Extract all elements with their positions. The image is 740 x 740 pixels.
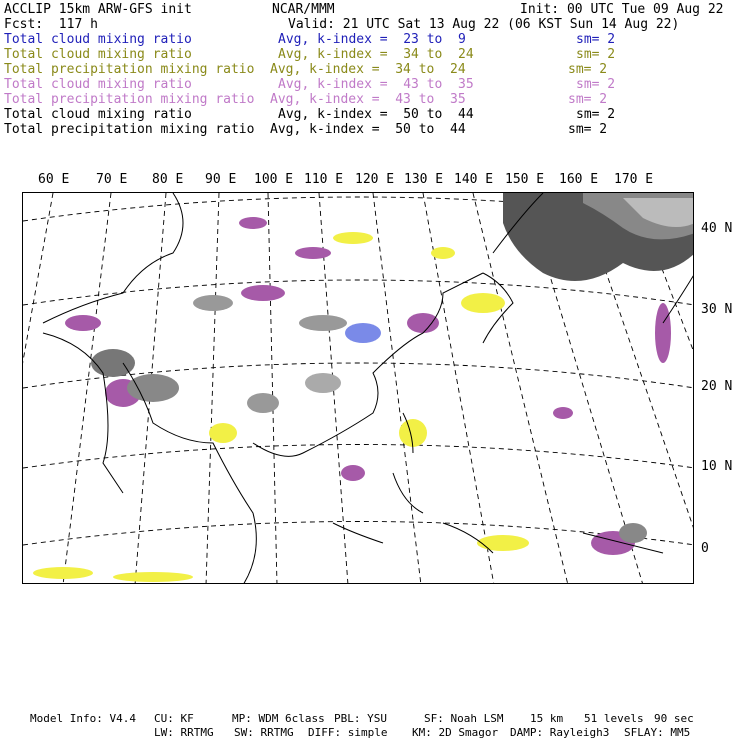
model-title: ACCLIP 15km ARW-GFS init [4, 2, 192, 17]
sflay-scheme: SFLAY: MM5 [624, 726, 691, 739]
sw-scheme: SW: RRTMG [234, 726, 294, 739]
lon-label: 110 E [304, 172, 344, 187]
lat-label: 20 N [701, 379, 733, 394]
cu-scheme: CU: KF [154, 712, 194, 725]
lon-label: 140 E [454, 172, 494, 187]
field-sm: sm= 2 [568, 62, 608, 77]
field-name: Total precipitation mixing ratio [4, 62, 255, 77]
field-avg: Avg, k-index = 50 to 44 [278, 107, 474, 122]
pbl-scheme: PBL: YSU [334, 712, 387, 725]
km-scheme: KM: 2D Smagor [412, 726, 499, 739]
field-avg: Avg, k-index = 43 to 35 [270, 92, 466, 107]
field-avg: Avg, k-index = 43 to 35 [278, 77, 474, 92]
field-avg: Avg, k-index = 34 to 24 [270, 62, 466, 77]
field-sm: sm= 2 [568, 122, 608, 137]
lon-label: 60 E [38, 172, 70, 187]
lon-label: 170 E [614, 172, 654, 187]
lon-label: 160 E [559, 172, 599, 187]
field-name: Total cloud mixing ratio [4, 47, 192, 62]
resolution: 15 km [530, 712, 564, 725]
damp-scheme: DAMP: Rayleigh3 [510, 726, 610, 739]
field-sm: sm= 2 [576, 107, 616, 122]
field-sm: sm= 2 [576, 77, 616, 92]
sf-scheme: SF: Noah LSM [424, 712, 504, 725]
lat-label: 30 N [701, 302, 733, 317]
org-label: NCAR/MMM [272, 2, 335, 17]
lon-label: 120 E [355, 172, 395, 187]
lon-label: 90 E [205, 172, 237, 187]
map-canvas [23, 193, 694, 584]
lat-label: 0 [701, 541, 709, 556]
mp-scheme: MP: WDM 6class [232, 712, 325, 725]
field-name: Total cloud mixing ratio [4, 107, 192, 122]
field-name: Total cloud mixing ratio [4, 32, 192, 47]
valid-time: Valid: 21 UTC Sat 13 Aug 22 (06 KST Sun 14 Aug 22) [288, 17, 680, 32]
cloud-mass [503, 193, 694, 281]
field-sm: sm= 2 [576, 32, 616, 47]
forecast-hour: Fcst: 117 h [4, 17, 98, 32]
lon-label: 70 E [96, 172, 128, 187]
field-name: Total cloud mixing ratio [4, 77, 192, 92]
init-time: Init: 00 UTC Tue 09 Aug 22 [520, 2, 724, 17]
timestep: 90 sec [654, 712, 694, 725]
model-info: Model Info: V4.4 [30, 712, 136, 725]
lon-label: 150 E [505, 172, 545, 187]
lon-label: 80 E [152, 172, 184, 187]
field-sm: sm= 2 [568, 92, 608, 107]
field-sm: sm= 2 [576, 47, 616, 62]
lw-scheme: LW: RRTMG [154, 726, 214, 739]
diff-scheme: DIFF: simple [308, 726, 388, 739]
field-name: Total precipitation mixing ratio [4, 92, 255, 107]
field-avg: Avg, k-index = 50 to 44 [270, 122, 466, 137]
lat-label: 40 N [701, 221, 733, 236]
lon-label: 130 E [404, 172, 444, 187]
map-panel [22, 192, 694, 584]
field-avg: Avg, k-index = 23 to 9 [278, 32, 466, 47]
field-avg: Avg, k-index = 34 to 24 [278, 47, 474, 62]
field-name: Total precipitation mixing ratio [4, 122, 255, 137]
levels: 51 levels [584, 712, 644, 725]
lat-label: 10 N [701, 459, 733, 474]
lon-label: 100 E [254, 172, 294, 187]
